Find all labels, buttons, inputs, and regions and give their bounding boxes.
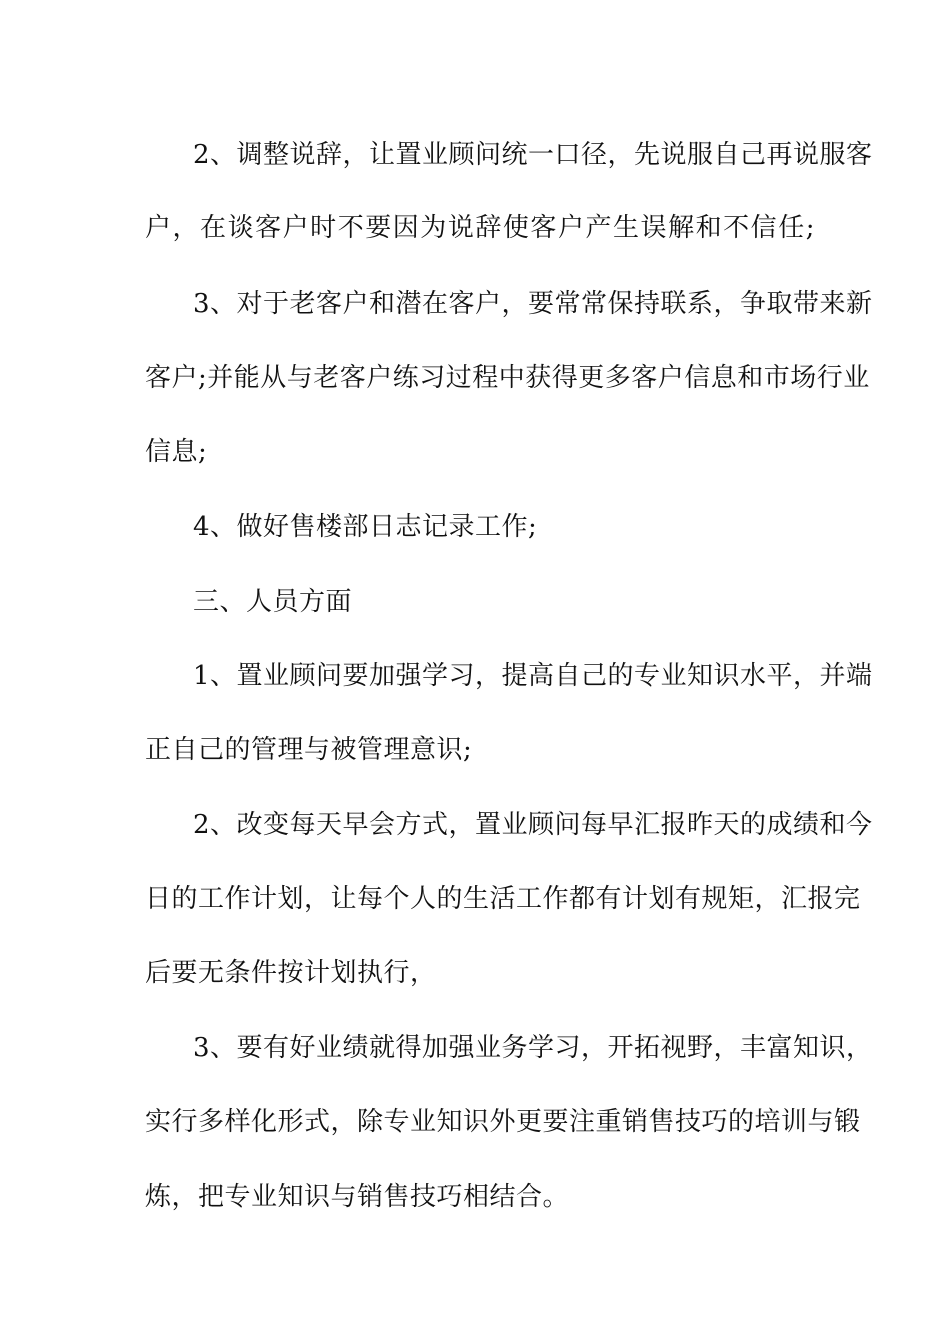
paragraph-line: 实行多样化形式，除专业知识外更要注重销售技巧的培训与锻 bbox=[145, 1107, 861, 1137]
paragraph-line: 信息; bbox=[145, 437, 208, 467]
paragraph-line: 3、要有好业绩就得加强业务学习，开拓视野，丰富知识， bbox=[193, 1033, 873, 1063]
paragraph-line: 正自己的管理与被管理意识; bbox=[145, 735, 473, 765]
paragraph-line: 日的工作计划，让每个人的生活工作都有计划有规矩，汇报完 bbox=[145, 884, 861, 914]
paragraph-line: 3、对于老客户和潜在客户，要常常保持联系，争取带来新 bbox=[193, 289, 873, 319]
paragraph-line: 2、调整说辞，让置业顾问统一口径，先说服自己再说服客 bbox=[193, 140, 873, 170]
paragraph-line: 户，在谈客户时不要因为说辞使客户产生误解和不信任; bbox=[145, 213, 815, 243]
paragraph-line: 1、置业顾问要加强学习，提高自己的专业知识水平，并端 bbox=[193, 661, 873, 691]
paragraph-line: 后要无条件按计划执行， bbox=[145, 958, 437, 988]
paragraph-line: 4、做好售楼部日志记录工作; bbox=[193, 512, 538, 542]
paragraph-line: 2、改变每天早会方式，置业顾问每早汇报昨天的成绩和今 bbox=[193, 810, 873, 840]
paragraph-line: 炼，把专业知识与销售技巧相结合。 bbox=[145, 1182, 570, 1212]
paragraph-line: 客户;并能从与老客户练习过程中获得更多客户信息和市场行业 bbox=[145, 363, 870, 393]
section-heading: 三、人员方面 bbox=[193, 587, 353, 617]
